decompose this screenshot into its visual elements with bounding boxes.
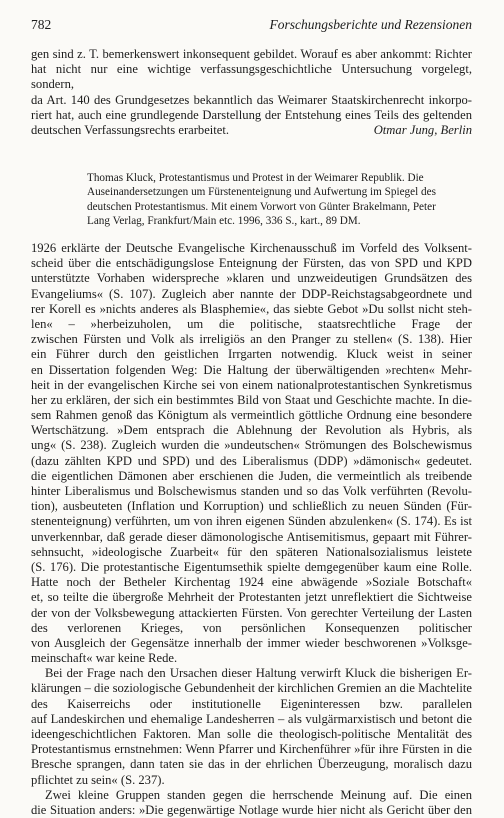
text-line: auf Landeskirchen und ehemalige Landesherren – als vulgärmarxistisch und betont die (31, 711, 472, 726)
citation-line: deutschen Protestantismus. Mit einem Vorwort von Günter Brakelmann, Peter (87, 200, 436, 213)
text-line: ung« (S. 238). Zugleich wurden die »undeutschen« Strömungen des Bolschewismus (31, 438, 472, 453)
text-line: Bresche sprangen, dann taten sie das in der ehrlichen Überzeugung, moralisch dazu (31, 757, 472, 772)
text-line: sem Rahmen genoß das Königtum als vermeintlich göttliche Ordnung eine besondere (31, 408, 472, 423)
text-line: von Ausgleich der Gegensätze innerhalb der immer wieder beschworenen »Volksge- (31, 635, 472, 650)
text-line: Bei der Frage nach den Ursachen dieser Haltung verwirft Kluck die bisherigen Er- (45, 666, 472, 681)
text-line: der von der Volksbewegung attackierten Fürsten. Von gerechter Verteilung der Lasten (31, 605, 472, 620)
page-number: 782 (31, 17, 52, 32)
text-line: unterstützte Vorhaben widerspreche »klaren und unzweideutigen Grundsätzen des (31, 271, 472, 286)
text-line: rer Korell es »nichts anderes als Blasphemie«, das siebte Gebot »Du sollst nicht steh- (31, 301, 472, 316)
text-line: (S. 176). Die protestantische Eigentumsethik spielte demgegenüber kaum eine Rolle. (31, 559, 472, 574)
text-line: klärungen – die soziologische Gebundenheit der kirchlichen Gremien an die Machtelite (31, 681, 472, 696)
text-line: des verlorenen Krieges, von persönlichen Konsequenzen politischer (31, 620, 472, 635)
citation-line: Auseinandersetzungen um Fürstenenteignung und Aufwertung im Spiegel des (87, 186, 436, 199)
text-line: Wertschätzung. »Dem entsprach die Ablehnung der Revolution als Hybris, als (31, 423, 472, 438)
text-line: zwischen Fürsten und Volk als irreligiös an den Pranger zu stellen« (S. 138). Hier (31, 332, 472, 347)
text-line: tion), ausbeuteten (Inflation und Korruption) und schließlich zu neuen Sünden (Für- (31, 499, 472, 514)
text-line: des Kaiserreichs oder institutionelle Eigeninteressen bzw. parallelen (31, 696, 472, 711)
text-line: Protestantismus ernstnehmen: Wenn Pfarrer und Kirchenführer »für ihre Fürsten in die (31, 742, 472, 757)
text-line: len« – »herbeizuholen, um die politische, staatsrechtliche Frage der (31, 316, 472, 331)
text-line: meinschaft« war keine Rede. (31, 651, 178, 666)
text-line: unverkennbar, daß gerade dieser dämonologische Antisemitismus, gepaart mit Führer- (31, 529, 472, 544)
text-line: da Art. 140 des Grundgesetzes bekanntlich das Weimarer Staatskirchenrecht inkorpo- (31, 92, 472, 107)
citation-line: Thomas Kluck, Protestantismus und Protest in der Weimarer Republik. Die (87, 172, 424, 184)
text-line: ideengeschichtlichen Faktoren. Man solle die theologisch-politische Mentalität des (31, 727, 472, 741)
previous-review-ending (31, 47, 472, 138)
text-line: Hatte noch der Betheler Kirchentag 1924 eine abwägende »Soziale Botschaft« (31, 575, 472, 590)
journal-section-title: Forschungsberichte und Rezensionen (269, 17, 472, 32)
text-line: hinter Liberalismus und Bolschewismus standen und so das Volk verführten (Revolu- (31, 484, 472, 498)
text-line: deutschen Verfassungsrechts erarbeitet. (31, 123, 230, 138)
text-line: die Situation anders: »Die gegenwärtige Notlage wurde hier nicht als Gericht über den (31, 802, 472, 817)
text-line: her zu erklären, der sich ein bestimmtes Bild von Staat und Geschichte machte. In die- (31, 392, 472, 407)
text-line: stenenteignung) verführten, um von ihren eigenen Sünden abzulenken« (S. 174). Es ist (31, 514, 472, 529)
text-line: (dazu zählten KPD und SPD) und des Liberalismus (DDP) »dämonisch« gedeutet. (31, 453, 472, 468)
text-line: ein Führer durch den geistlichen Irrgarten notwendig. Kluck weist in seiner (31, 347, 472, 362)
text-line: en Dissertation folgenden Weg: Die Haltung der überwältigenden »rechten« Mehr- (31, 362, 472, 377)
text-line: die eigentlichen Dämonen aber erschienen die Juden, die vermeintlich als treibende (31, 468, 472, 483)
text-line: 1926 erklärte der Deutsche Evangelische Kirchenausschuß im Vorfeld des Volksent- (31, 241, 472, 255)
text-line: hat nicht nur eine wichtige verfassungsgeschichtliche Untersuchung vorgelegt, sondern, (31, 62, 472, 92)
book-citation (87, 171, 473, 229)
text-line: heit in der evangelischen Kirche sei von einem nationalprotestantischen Synkretismus (31, 377, 472, 392)
text-line: gen sind z. T. bemerkenswert inkonsequent gebildet. Worauf es aber ankommt: Richter (31, 47, 472, 61)
text-line: Zwei kleine Gruppen standen gegen die herrschende Meinung auf. Die einen (45, 787, 472, 802)
citation-line: Lang Verlag, Frankfurt/Main etc. 1996, 336 S., kart., 89 DM. (87, 215, 361, 228)
review-body (31, 241, 472, 818)
reviewer-signature: Otmar Jung, Berlin (373, 123, 472, 138)
text-line: scheid über die entschädigungslose Enteignung der Fürsten, das von SPD und KPD (31, 256, 472, 271)
text-line: sehnsucht, »ideologische Zuarbeit« für den späteren Nationalsozialismus leistete (31, 544, 472, 559)
text-line: Evangeliums« (S. 107). Zugleich aber nannte der DDP-Reichstagsabgeordnete und (31, 286, 472, 301)
text-line-with-signature (31, 123, 472, 138)
text-line: pflichtet zu sein« (S. 237). (31, 772, 165, 787)
text-line: et, so teilte die übergroße Mehrheit der Protestanten jetzt unreflektiert die Sichtweise (31, 590, 472, 605)
running-header (31, 16, 472, 34)
text-line: riert hat, auch eine grundlegende Darstellung der Entstehung eines Teils des geltenden (31, 107, 472, 122)
